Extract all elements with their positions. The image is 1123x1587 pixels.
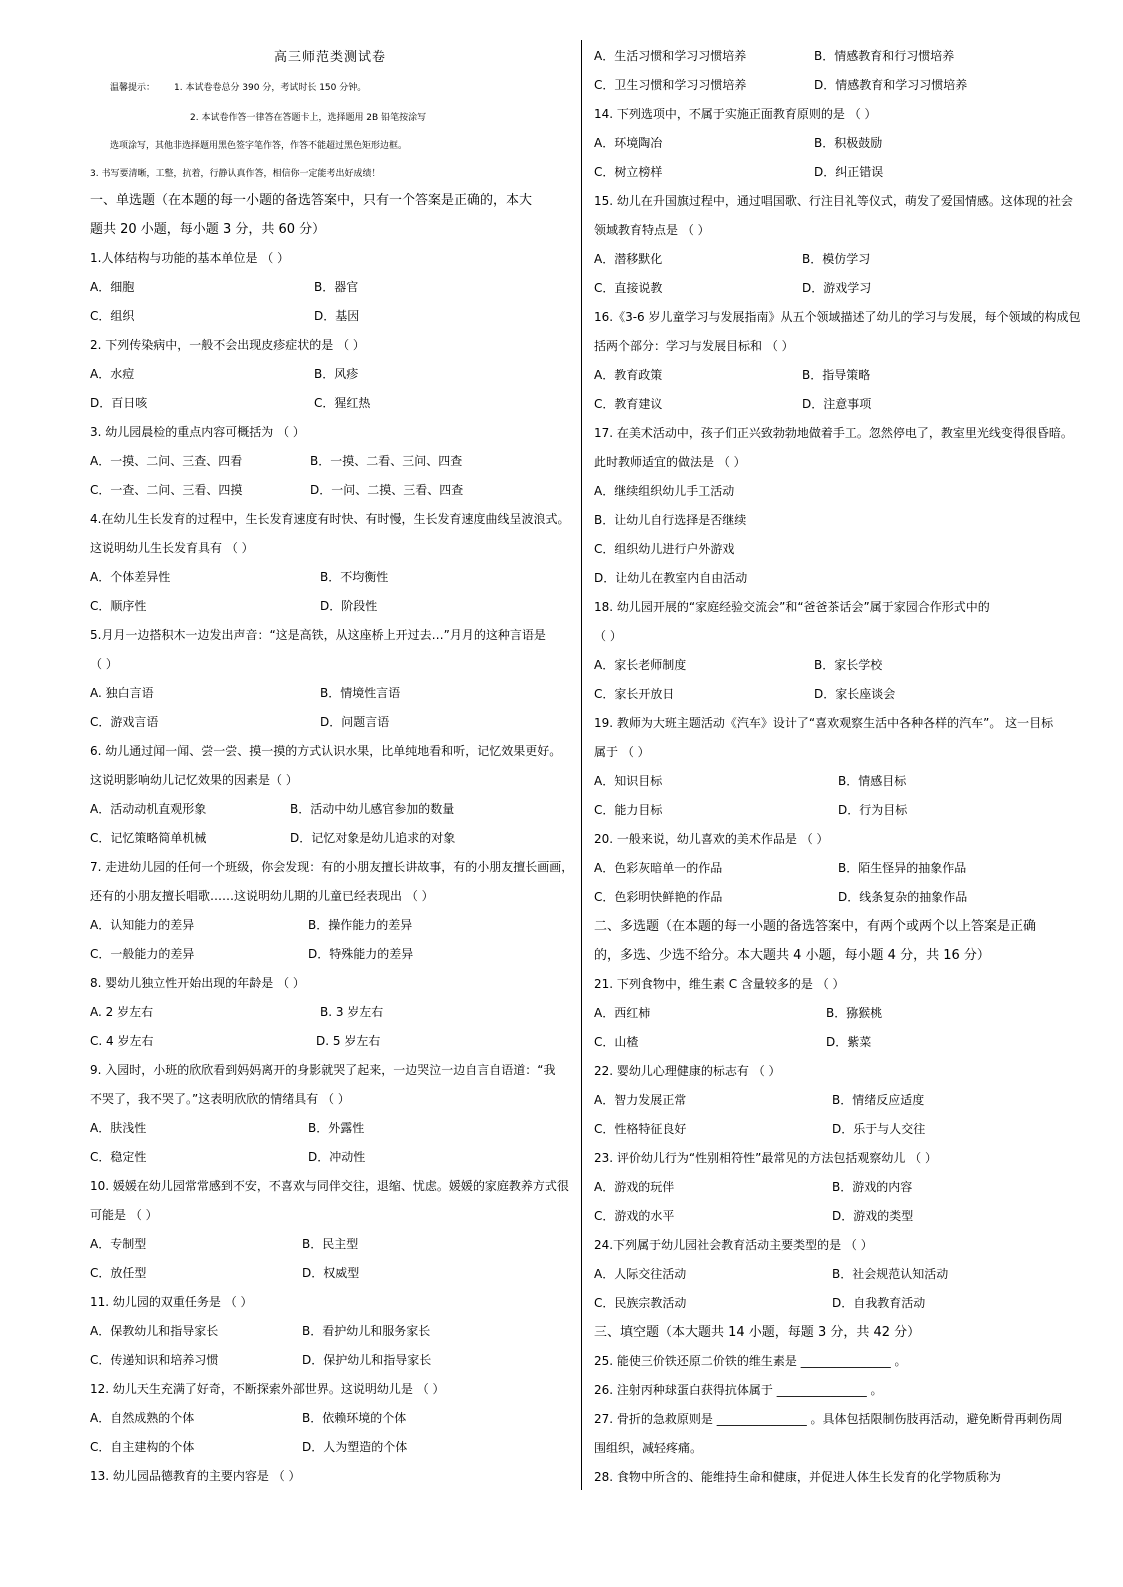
option-text: A．水痘 (90, 367, 135, 381)
option-text: A．知识目标 (594, 774, 663, 788)
option-text: C．能力目标 (594, 803, 663, 817)
question-text: C．组织幼儿进行户外游戏 (594, 542, 735, 556)
question-text: 26. 注射丙种球蛋白获得抗体属于 _______________ 。 (594, 1383, 883, 1397)
question-text: 13. 幼儿园品德教育的主要内容是 （ ） (90, 1469, 301, 1483)
option-text: C．家长开放日 (594, 687, 675, 701)
tip-line-3: 选项涂写，其他非选择题用黑色签字笔作答，作答不能超过黑色矩形边框。 (110, 141, 408, 151)
option-text: D．基因 (314, 309, 360, 323)
option-text: D．行为目标 (838, 803, 908, 817)
option-text: D．游戏学习 (802, 281, 872, 295)
option-text: A．专制型 (90, 1237, 147, 1251)
tip-line-2: 2. 本试卷作答一律答在答题卡上，选择题用 2B 铅笔按涂写 (190, 113, 427, 123)
option-text: D．人为塑造的个体 (302, 1440, 408, 1454)
option-text: C．组织 (90, 309, 135, 323)
option-text: B．情感目标 (838, 774, 907, 788)
option-text: B．外露性 (308, 1121, 365, 1135)
tip-line-1: 1. 本试卷卷总分 390 分，考试时长 150 分钟。 (174, 83, 367, 93)
option-text: A．生活习惯和学习习惯培养 (594, 49, 747, 63)
option-text: A．人际交往活动 (594, 1267, 687, 1281)
option-text: A．保教幼儿和指导家长 (90, 1324, 219, 1338)
option-text: D．游戏的类型 (832, 1209, 914, 1223)
question-text: 8. 婴幼儿独立性开始出现的年龄是 （ ） (90, 976, 305, 990)
option-text: D．一问、二摸、三看、四查 (310, 483, 464, 497)
option-text: C．一查、二问、三看、四摸 (90, 483, 243, 497)
column-divider (581, 40, 582, 1490)
question-text: 17. 在美术活动中，孩子们正兴致勃勃地做着手工。忽然停电了，教室里光线变得很昏暗。 (594, 426, 1073, 440)
option-text: B．积极鼓励 (814, 136, 883, 150)
option-text: B．器官 (314, 280, 359, 294)
option-text: C．猩红热 (314, 396, 371, 410)
option-text: A．智力发展正常 (594, 1093, 687, 1107)
option-text: B．猕猴桃 (826, 1006, 883, 1020)
option-text: B．模仿学习 (802, 252, 871, 266)
option-text: C．教育建议 (594, 397, 663, 411)
section-heading: 三、填空题（本大题共 14 小题，每题 3 分，共 42 分） (594, 1325, 921, 1340)
section-heading: 题共 20 小题，每小题 3 分，共 60 分） (90, 222, 326, 237)
question-text: 3. 幼儿园晨检的重点内容可概括为 （ ） (90, 425, 305, 439)
option-text: B．情境性言语 (320, 686, 401, 700)
option-text: C．树立榜样 (594, 165, 663, 179)
option-text: A．认知能力的差异 (90, 918, 195, 932)
option-text: B．陌生怪异的抽象作品 (838, 861, 967, 875)
option-text: B．不均衡性 (320, 570, 389, 584)
option-text: A．环境陶冶 (594, 136, 663, 150)
question-text: （ ） (594, 629, 622, 643)
option-text: A．教育政策 (594, 368, 663, 382)
option-text: D．阶段性 (320, 599, 378, 613)
section-heading: 二、多选题（在本题的每一小题的备选答案中，有两个或两个以上答案是正确 (594, 919, 1037, 934)
option-text: B．风疹 (314, 367, 359, 381)
question-text: 领域教育特点是 （ ） (594, 223, 710, 237)
option-text: C．游戏言语 (90, 715, 159, 729)
option-text: C．直接说教 (594, 281, 663, 295)
option-text: A．个体差异性 (90, 570, 171, 584)
question-text: B．让幼儿自行选择是否继续 (594, 513, 747, 527)
question-text: 10. 媛媛在幼儿园常常感到不安，不喜欢与同伴交往，退缩、忧虑。媛媛的家庭教养方式很 (90, 1179, 569, 1193)
option-text: A．细胞 (90, 280, 135, 294)
option-text: A．游戏的玩伴 (594, 1180, 675, 1194)
option-text: B．情感教育和行习惯培养 (814, 49, 955, 63)
question-text: 19. 教师为大班主题活动《汽车》设计了“喜欢观察生活中各种各样的汽车”。 这一目标 (594, 716, 1054, 730)
question-text: 属于 （ ） (594, 745, 650, 759)
question-text: 12. 幼儿天生充满了好奇，不断探索外部世界。这说明幼儿是 （ ） (90, 1382, 445, 1396)
question-text: 5.月月一边搭积木一边发出声音：“这是高铁，从这座桥上开过去…”月月的这种言语是 (90, 628, 546, 642)
page-title: 高三师范类测试卷 (273, 50, 386, 65)
option-text: C．性格特征良好 (594, 1122, 687, 1136)
question-text: 24.下列属于幼儿园社会教育活动主要类型的是 （ ） (594, 1238, 873, 1252)
question-text: 22. 婴幼儿心理健康的标志有 （ ） (594, 1064, 781, 1078)
question-text: 7. 走进幼儿园的任何一个班级，你会发现：有的小朋友擅长讲故事，有的小朋友擅长画画， (90, 860, 574, 874)
option-text: D．百日咳 (90, 396, 148, 410)
question-text: 14. 下列选项中，不属于实施正面教育原则的是 （ ） (594, 107, 877, 121)
option-text: B．一摸、二看、三问、四查 (310, 454, 463, 468)
option-text: B．操作能力的差异 (308, 918, 413, 932)
option-text: B．家长学校 (814, 658, 883, 672)
question-text: 围组织，减轻疼痛。 (594, 1441, 703, 1455)
option-text: C．稳定性 (90, 1150, 147, 1164)
question-text: 这说明影响幼儿记忆效果的因素是（ ） (90, 773, 298, 787)
question-text: 还有的小朋友擅长唱歌……这说明幼儿期的儿童已经表现出 （ ） (90, 889, 434, 903)
option-text: D．纠正错误 (814, 165, 884, 179)
question-text: 6. 幼儿通过闻一闻、尝一尝、摸一摸的方式认识水果，比单纯地看和听，记忆效果更好。 (90, 744, 562, 758)
option-text: A．一摸、二问、三查、四看 (90, 454, 243, 468)
option-text: D．线条复杂的抽象作品 (838, 890, 968, 904)
option-text: B．情绪反应适度 (832, 1093, 925, 1107)
option-text: A．家长老师制度 (594, 658, 687, 672)
option-text: D．冲动性 (308, 1150, 366, 1164)
option-text: B．游戏的内容 (832, 1180, 913, 1194)
option-text: A．肤浅性 (90, 1121, 147, 1135)
tip-label: 温馨提示： (110, 83, 156, 93)
question-text: A．继续组织幼儿手工活动 (594, 484, 735, 498)
question-text: 23. 评价幼儿行为“性别相符性”最常见的方法包括观察幼儿 （ ） (594, 1151, 937, 1165)
question-text: 4.在幼儿生长发育的过程中，生长发育速度有时快、有时慢，生长发育速度曲线呈波浪式。 (90, 512, 570, 526)
question-text: 可能是 （ ） (90, 1208, 158, 1222)
question-text: 括两个部分：学习与发展目标和 （ ） (594, 339, 794, 353)
option-text: A．色彩灰暗单一的作品 (594, 861, 723, 875)
option-text: C．一般能力的差异 (90, 947, 195, 961)
option-text: D．家长座谈会 (814, 687, 896, 701)
option-text: D．特殊能力的差异 (308, 947, 414, 961)
option-text: C．民族宗教活动 (594, 1296, 687, 1310)
option-text: D．保护幼儿和指导家长 (302, 1353, 432, 1367)
question-text: 21. 下列食物中，维生素 C 含量较多的是 （ ） (594, 977, 845, 991)
option-text: B．活动中幼儿感官参加的数量 (290, 802, 455, 816)
question-text: 11. 幼儿园的双重任务是 （ ） (90, 1295, 253, 1309)
question-text: 此时教师适宜的做法是 （ ） (594, 455, 746, 469)
option-text: B. 3 岁左右 (320, 1005, 384, 1019)
option-text: B．指导策略 (802, 368, 871, 382)
option-text: D．乐于与人交往 (832, 1122, 926, 1136)
question-text: 16.《3-6 岁儿童学习与发展指南》从五个领域描述了幼儿的学习与发展，每个领域的构成包 (594, 310, 1081, 324)
question-text: D．让幼儿在教室内自由活动 (594, 571, 748, 585)
option-text: C．游戏的水平 (594, 1209, 675, 1223)
option-text: C．山楂 (594, 1035, 639, 1049)
option-text: A．自然成熟的个体 (90, 1411, 195, 1425)
option-text: C．记忆策略简单机械 (90, 831, 207, 845)
option-text: C．自主建构的个体 (90, 1440, 195, 1454)
option-text: A．西红柿 (594, 1006, 651, 1020)
question-text: 28. 食物中所含的、能维持生命和健康，并促进人体生长发育的化学物质称为 (594, 1470, 1001, 1484)
option-text: A．活动动机直观形象 (90, 802, 207, 816)
option-text: B．民主型 (302, 1237, 359, 1251)
question-text: 9. 入园时，小班的欣欣看到妈妈离开的身影就哭了起来，一边哭泣一边自言自语道：“我 (90, 1063, 556, 1077)
question-text: 25. 能使三价铁还原二价铁的维生素是 _______________ 。 (594, 1354, 907, 1368)
question-text: 27. 骨折的急救原则是 _______________ 。具体包括限制伤肢再活动，避免断骨再刺伤周 (594, 1412, 1063, 1426)
option-text: C．放任型 (90, 1266, 147, 1280)
option-text: A．潜移默化 (594, 252, 663, 266)
option-text: C．色彩明快鲜艳的作品 (594, 890, 723, 904)
option-text: B．看护幼儿和服务家长 (302, 1324, 431, 1338)
option-text: C. 4 岁左右 (90, 1034, 154, 1048)
question-text: 2. 下列传染病中，一般不会出现皮疹症状的是 （ ） (90, 338, 365, 352)
option-text: B．社会规范认知活动 (832, 1267, 949, 1281)
option-text: D．紫菜 (826, 1035, 872, 1049)
tip-line-4: 3. 书写要清晰，工整，抗着，行静认真作答，相信你一定能考出好成绩！ (90, 169, 381, 179)
option-text: A. 独白言语 (90, 686, 154, 700)
question-text: 不哭了，我不哭了。”这表明欣欣的情绪具有 （ ） (90, 1092, 350, 1106)
option-text: D．注意事项 (802, 397, 872, 411)
question-text: 这说明幼儿生长发育具有 （ ） (90, 541, 254, 555)
option-text: D．自我教育活动 (832, 1296, 926, 1310)
option-text: D. 5 岁左右 (316, 1034, 381, 1048)
option-text: C．卫生习惯和学习习惯培养 (594, 78, 747, 92)
section-heading: 的，多选、少选不给分。本大题共 4 小题，每小题 4 分，共 16 分） (594, 948, 990, 963)
option-text: C．顺序性 (90, 599, 147, 613)
question-text: 20. 一般来说，幼儿喜欢的美术作品是 （ ） (594, 832, 829, 846)
section-heading: 一、单选题（在本题的每一小题的备选答案中，只有一个答案是正确的，本大 (90, 193, 533, 208)
option-text: D．情感教育和学习习惯培养 (814, 78, 968, 92)
question-text: 1.人体结构与功能的基本单位是 （ ） (90, 251, 290, 265)
option-text: D．权威型 (302, 1266, 360, 1280)
option-text: A. 2 岁左右 (90, 1005, 154, 1019)
question-text: （ ） (90, 657, 118, 671)
option-text: B．依赖环境的个体 (302, 1411, 407, 1425)
option-text: D．问题言语 (320, 715, 390, 729)
option-text: C．传递知识和培养习惯 (90, 1353, 219, 1367)
question-text: 18. 幼儿园开展的“家庭经验交流会”和“爸爸茶话会”属于家园合作形式中的 (594, 600, 990, 614)
question-text: 15. 幼儿在升国旗过程中，通过唱国歌、行注目礼等仪式，萌发了爱国情感。这体现的社会 (594, 194, 1073, 208)
option-text: D．记忆对象是幼儿追求的对象 (290, 831, 456, 845)
